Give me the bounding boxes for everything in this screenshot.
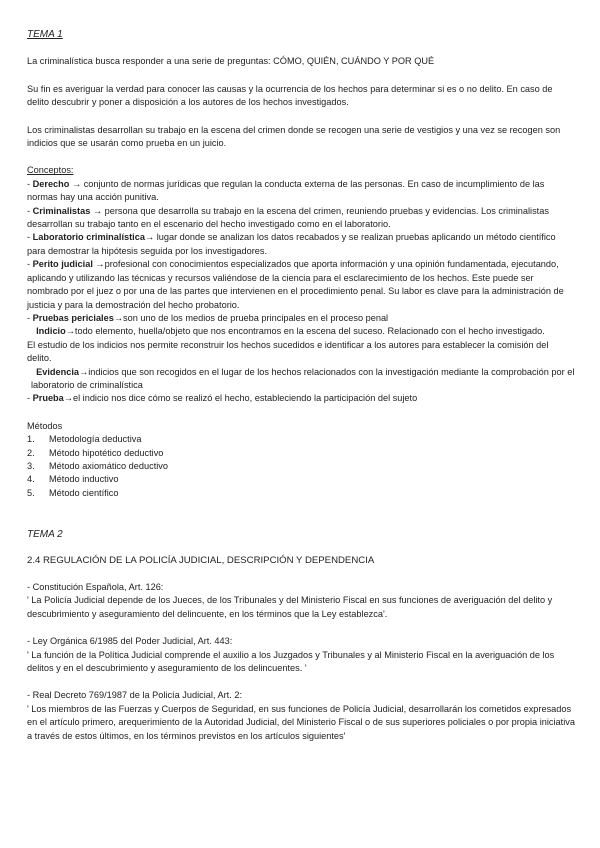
- concept-term: Indicio: [36, 326, 66, 337]
- ref-quote: ' Los miembros de las Fuerzas y Cuerpos de Seguridad, en sus funciones de Policía Judicial, desarrollarán los cometidos expresados en el artículo primero, arequerimiento de la Autoridad Judicial, del Ministerio Fiscal o de sus superiores policiales o por propia iniciativa a través de estos últimos, en los términos previstos en los artículos siguientes': [27, 703, 575, 741]
- concept-text: indicios que son recogidos en el lugar de los hechos relacionados con la investigación mediante la comprobación por el laboratorio de criminalística: [31, 366, 575, 390]
- concept-term: Evidencia: [36, 366, 80, 377]
- concept-derecho: - Derecho → conjunto de normas jurídicas que regulan la conducta externa de las personas. En caso de incumplimiento de las normas hay una acción punitiva.: [27, 178, 545, 203]
- methods-list: [27, 433, 575, 500]
- concept-term: Prueba: [32, 393, 64, 404]
- concept-term: Laboratorio criminalística: [32, 232, 145, 243]
- arrow-icon: →: [144, 232, 157, 243]
- ref-quote: ' La función de la Política Judicial comprende el auxilio a los Juzgados y Tribunales y al Ministerio Fiscal en la averiguación de los delitos y en el descubrimiento y aseguramiento de los delincuentes. ': [27, 649, 555, 674]
- concept-term: Perito judicial: [32, 259, 93, 270]
- list-item: 3. Método axiomático deductivo: [27, 460, 168, 471]
- indicios-study: El estudio de los indicios nos permite reconstruir los hechos sucedidos e identificar a los autores para establecer la comisión del delito.: [27, 339, 549, 364]
- tema1-intro: La criminalística busca responder a una serie de preguntas: CÓMO, QUIÉN, CUÁNDO Y POR QUÉ: [27, 56, 435, 67]
- tema1-title: TEMA 1: [27, 29, 63, 40]
- ref-source: - Ley Orgánica 6/1985 del Poder Judicial, Art. 443:: [27, 636, 233, 647]
- concept-indicio: [27, 325, 575, 338]
- document-page: [27, 28, 575, 743]
- concept-text: conjunto de normas jurídicas que regulan la conducta externa de las personas. En caso de incumplimiento de las normas hay una acción punitiva.: [27, 178, 545, 203]
- concept-criminalistas: - Criminalistas → persona que desarrolla su trabajo en la escena del crimen, reuniendo pruebas y evidencias. Los criminalistas desarrollan su trabajo tanto en el escenario del hecho investigado como en el laboratorio.: [27, 205, 549, 230]
- ref-source: - Constitución Española, Art. 126:: [27, 582, 164, 592]
- arrow-icon: →: [63, 393, 73, 404]
- concept-text: persona que desarrolla su trabajo en la escena del crimen, reuniendo pruebas y evidencias. Los criminalistas desarrollan su trabajo tanto en el escenario del hecho investigado como en el laboratorio.: [27, 205, 549, 230]
- concept-term: Derecho: [32, 178, 70, 189]
- concept-prueba: - Prueba→el indicio nos dice cómo se realizó el hecho, estableciendo la participación del sujeto: [27, 393, 418, 404]
- list-item: 1. Metodología deductiva: [27, 434, 142, 445]
- concept-term: Pruebas periciales: [32, 312, 114, 323]
- concept-term: Criminalistas: [32, 205, 91, 216]
- arrow-icon: →: [90, 205, 105, 216]
- arrow-icon: →: [65, 326, 75, 337]
- concept-text: lugar donde se analizan los datos recabados y se realizan pruebas aplicando un método científico para demostrar la hipótesis seguida por los investigadores.: [27, 232, 556, 256]
- list-item: 2. Método hipotético deductivo: [27, 447, 164, 458]
- arrow-icon: →: [92, 259, 105, 270]
- concept-laboratorio: - Laboratorio criminalística→ lugar donde se analizan los datos recabados y se realizan pruebas aplicando un método científico para demostrar la hipótesis seguida por los investigadores.: [27, 232, 556, 256]
- arrow-icon: →: [79, 366, 89, 377]
- section-title: 2.4 REGULACIÓN DE LA POLICÍA JUDICIAL, DESCRIPCIÓN Y DEPENDENCIA: [27, 554, 375, 566]
- concept-evidencia: [27, 366, 575, 393]
- concept-perito: - Perito judicial →profesional con conocimientos especializados que aporta información y una opinión fundamentada, ejecutando, aplicando y utilizando las técnicas y recursos valiéndose de la ciencia para el esclarecimiento de los hechos. Este puede ser nombrado por el juez o por una de las partes que intervienen en el procedimiento penal. Su labor es clave para la administración de justicia y para la demostración del hecho probatorio.: [27, 259, 564, 310]
- arrow-icon: →: [69, 178, 84, 189]
- concept-text: todo elemento, huella/objeto que nos encontramos en la escena del suceso. Relacionado con el hecho investigado.: [74, 326, 545, 337]
- ref-source: - Real Decreto 769/1987 de la Policía Judicial, Art. 2:: [27, 690, 243, 701]
- methods-title: Métodos: [27, 420, 63, 431]
- concept-pruebas-periciales: - Pruebas periciales→son uno de los medios de prueba principales en el proceso penal: [27, 312, 389, 323]
- tema1-work: Los criminalistas desarrollan su trabajo en la escena del crimen donde se recogen una serie de vestigios y una vez se recogen son indicios que se usarán como prueba en un juicio.: [27, 124, 561, 149]
- concept-text: son uno de los medios de prueba principales en el proceso penal: [123, 312, 389, 323]
- concept-text: profesional con conocimientos especializados que aporta información y una opinión fundamentada, ejecutando, aplicando y utilizando las técnicas y recursos valiéndose de la ciencia para el esclarecimiento de los hechos. Este puede ser nombrado por el juez o por una de las partes que intervienen en el procedimiento penal. Su labor es clave para la administración de justicia y para la demostración del hecho probatorio.: [27, 259, 564, 310]
- concepts-title: Conceptos:: [27, 165, 74, 176]
- list-item: 5. Método científico: [27, 487, 119, 498]
- tema1-purpose: Su fin es averiguar la verdad para conocer las causas y la ocurrencia de los hechos para determinar si es o no delito. En caso de delito descubrir y poner a disposición a los autores de los hechos investigados.: [27, 83, 553, 108]
- ref-quote: ' La Policía Judicial depende de los Jueces, de los Tribunales y del Ministerio Fiscal en sus funciones de averiguación del delito y descubrimiento y aseguramiento del delincuente, en los términos que la Ley establezca'.: [27, 595, 553, 619]
- concept-text: el indicio nos dice cómo se realizó el hecho, estableciendo la participación del sujeto: [72, 393, 418, 404]
- list-item: 4. Método inductivo: [27, 474, 119, 485]
- arrow-icon: →: [113, 312, 124, 323]
- tema2-title: TEMA 2: [27, 529, 63, 541]
